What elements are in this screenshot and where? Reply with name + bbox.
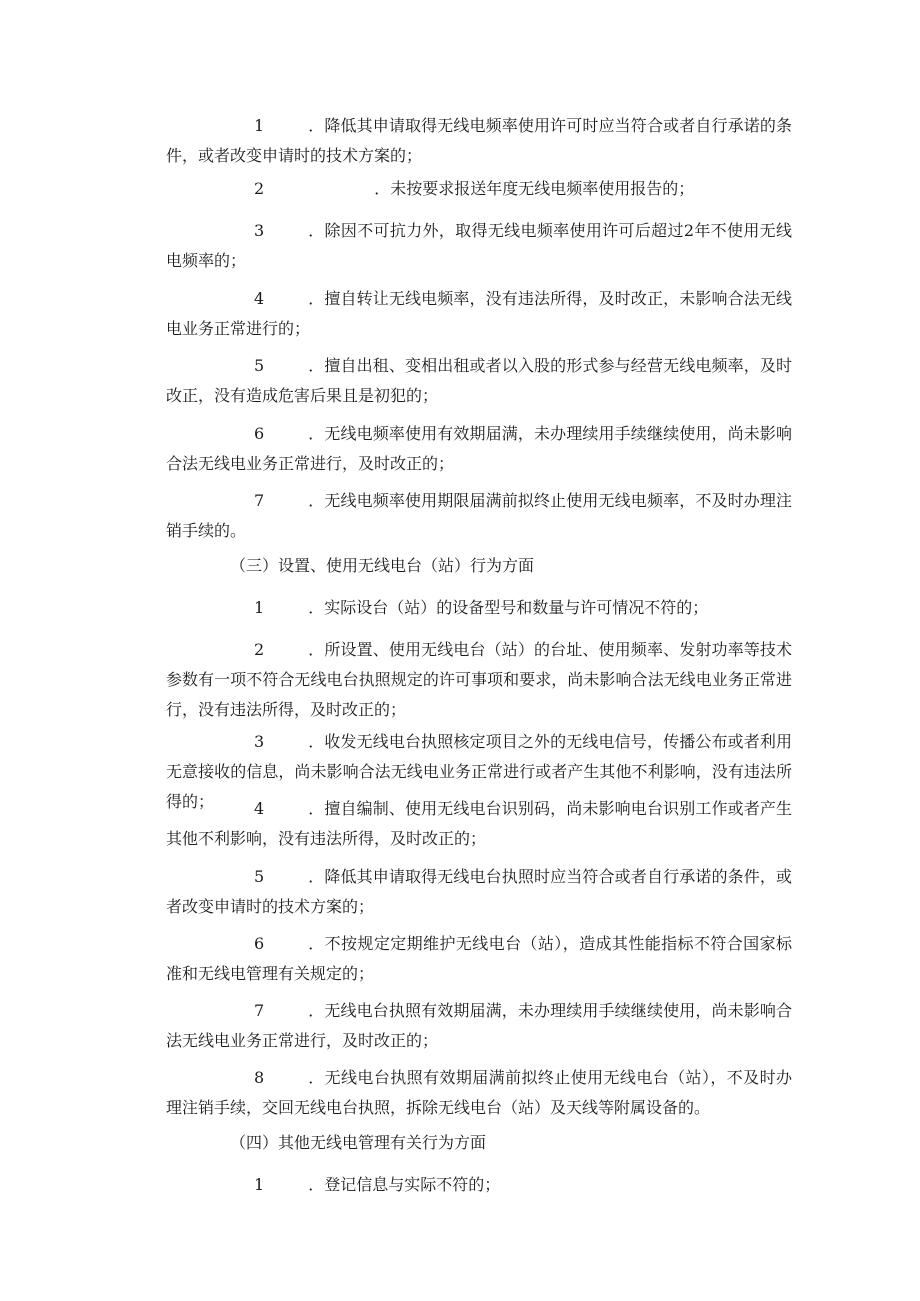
item-separator: ． (308, 1001, 325, 1020)
list-item (166, 486, 792, 546)
item-number: 7 (254, 491, 265, 510)
item-number: 6 (254, 934, 265, 953)
item-number: 5 (254, 867, 265, 886)
list-item (166, 862, 792, 922)
item-separator: ． (308, 1068, 325, 1087)
item-text: 擅自编制、使用无线电台识别码，尚未影响电台识别工作或者产生其他不利影响，没有违法所得，及时改正的； (166, 799, 792, 848)
item-text: 降低其申请取得无线电频率使用许可时应当符合或者自行承诺的条件，或者改变申请时的技术方案的； (166, 116, 792, 165)
list-item (166, 351, 792, 411)
item-text: 收发无线电台执照核定项目之外的无线电信号，传播公布或者利用无意接收的信息，尚未影响合法无线电业务正常进行或者产生其他不利影响，没有违法所得的； (166, 732, 792, 811)
item-text: 擅自出租、变相出租或者以入股的形式参与经营无线电频率，及时改正，没有造成危害后果且是初犯的； (166, 356, 792, 405)
item-separator: ． (308, 221, 325, 240)
list-item (166, 111, 792, 171)
list-item (166, 929, 792, 989)
list-item (166, 419, 792, 479)
item-text: 除因不可抗力外，取得无线电频率使用许可后超过2年不使用无线电频率的； (166, 221, 792, 270)
item-separator: ． (308, 867, 325, 886)
item-text: 无线电台执照有效期届满前拟终止使用无线电台（站），不及时办理注销手续，交回无线电台执照，拆除无线电台（站）及天线等附属设备的。 (166, 1068, 792, 1117)
item-separator: ． (308, 424, 325, 443)
item-number: 5 (254, 356, 265, 375)
list-item (166, 1063, 792, 1123)
list-item (166, 996, 792, 1056)
list-item (166, 635, 792, 725)
list-item (166, 174, 792, 204)
item-separator: ． (308, 732, 325, 751)
item-separator: ． (308, 598, 325, 617)
item-text: 无线电频率使用期限届满前拟终止使用无线电频率，不及时办理注销手续的。 (166, 491, 792, 540)
item-number: 1 (254, 1175, 265, 1194)
item-text: 无线电频率使用有效期届满，未办理续用手续继续使用，尚未影响合法无线电业务正常进行，及时改正的； (166, 424, 792, 473)
list-item (166, 593, 792, 623)
item-text: 所设置、使用无线电台（站）的台址、使用频率、发射功率等技术参数有一项不符合无线电台执照规定的许可事项和要求，尚未影响合法无线电业务正常进行，没有违法所得，及时改正的； (166, 640, 792, 719)
item-number: 4 (254, 289, 265, 308)
item-number: 3 (254, 221, 265, 240)
item-separator: ． (374, 179, 391, 198)
item-text: 擅自转让无线电频率，没有违法所得，及时改正，未影响合法无线电业务正常进行的； (166, 289, 792, 338)
item-separator: ． (308, 799, 325, 818)
item-number: 8 (254, 1068, 265, 1087)
section-heading: （四）其他无线电管理有关行为方面 (230, 1133, 487, 1152)
item-text: 不按规定定期维护无线电台（站），造成其性能指标不符合国家标准和无线电管理有关规定的； (166, 934, 792, 983)
section-heading: （三）设置、使用无线电台（站）行为方面 (230, 556, 535, 575)
list-item (166, 284, 792, 344)
item-separator: ． (308, 116, 325, 135)
item-separator: ． (308, 934, 325, 953)
item-number: 2 (254, 640, 265, 659)
item-separator: ． (308, 289, 325, 308)
list-item (166, 1170, 792, 1200)
item-separator: ． (308, 356, 325, 375)
item-number: 4 (254, 799, 265, 818)
item-separator: ． (308, 1175, 325, 1194)
item-text: 实际设台（站）的设备型号和数量与许可情况不符的； (324, 598, 709, 617)
list-item (166, 216, 792, 276)
list-item (166, 794, 792, 854)
item-text: 未按要求报送年度无线电频率使用报告的； (390, 179, 695, 198)
item-number: 3 (254, 732, 265, 751)
item-number: 2 (254, 179, 265, 198)
item-number: 6 (254, 424, 265, 443)
item-number: 1 (254, 116, 265, 135)
item-text: 无线电台执照有效期届满，未办理续用手续继续使用，尚未影响合法无线电业务正常进行，及时改正的； (166, 1001, 792, 1050)
item-text: 降低其申请取得无线电台执照时应当符合或者自行承诺的条件，或者改变申请时的技术方案的； (166, 867, 792, 916)
item-number: 7 (254, 1001, 265, 1020)
item-number: 1 (254, 598, 265, 617)
item-text: 登记信息与实际不符的； (324, 1175, 501, 1194)
item-separator: ． (308, 640, 325, 659)
item-separator: ． (308, 491, 325, 510)
